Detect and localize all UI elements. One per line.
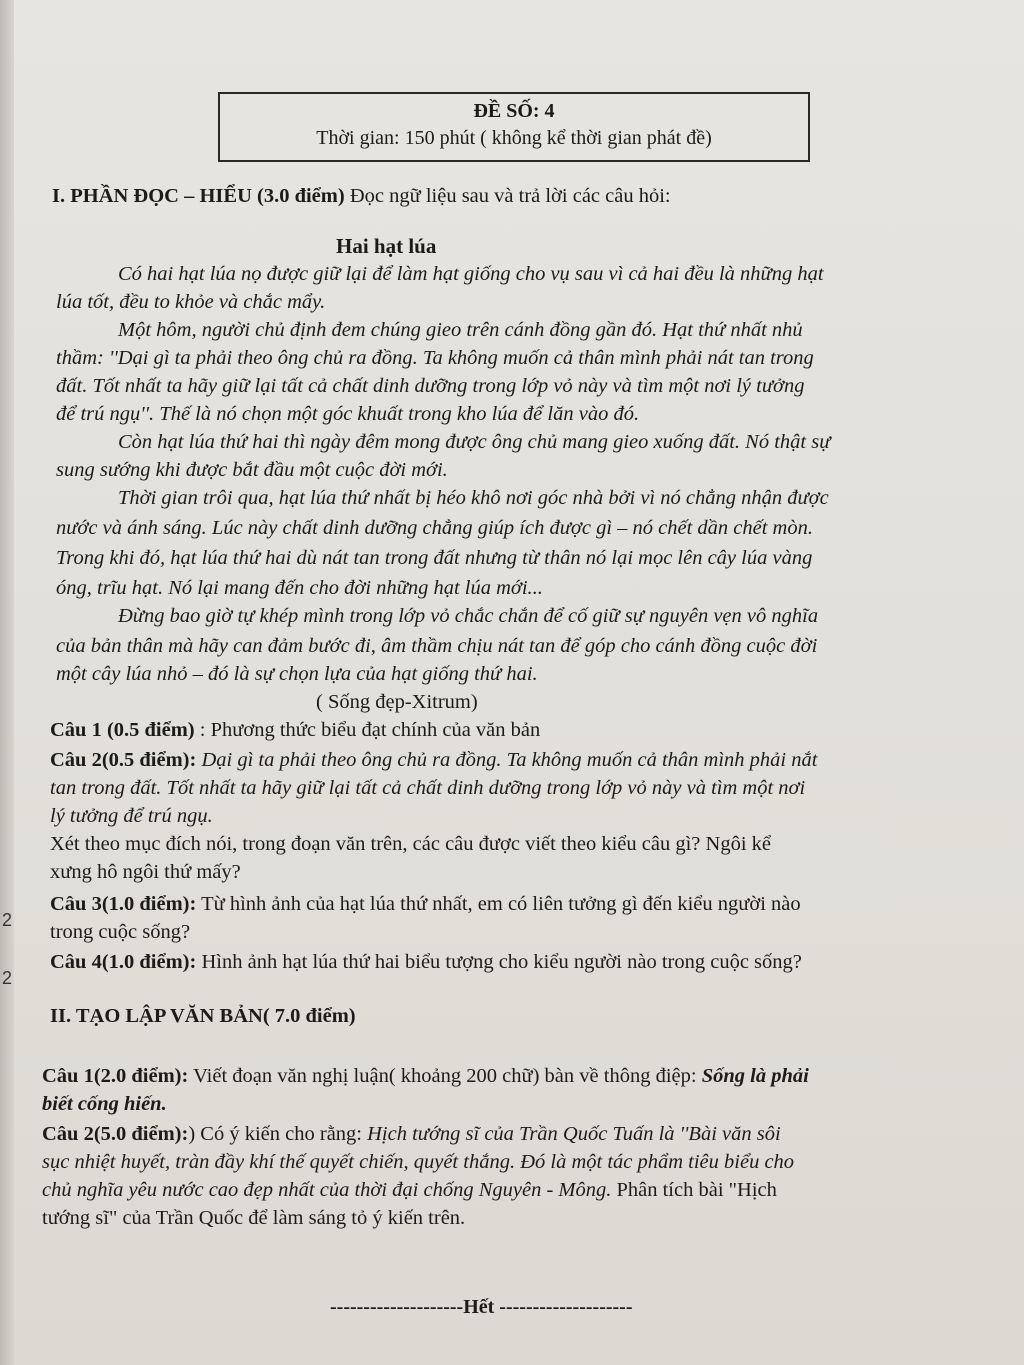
story-line: óng, trĩu hạt. Nó lại mang đến cho đời những hạt lúa mới... <box>56 577 543 599</box>
q4-label: Câu 4(1.0 điểm): <box>50 951 197 973</box>
story-line: đất. Tốt nhất ta hãy giữ lại tất cả chất dinh dưỡng trong lớp vỏ này và tìm một nơi lý tưởng <box>56 375 805 397</box>
s2-q2-text: Phân tích bài "Hịch <box>611 1179 777 1201</box>
q1-text: : Phương thức biểu đạt chính của văn bản <box>194 719 541 741</box>
s2-q2-label: Câu 2(5.0 điểm): <box>42 1123 189 1145</box>
story-source: ( Sống đẹp-Xitrum) <box>316 691 478 713</box>
s2-q2-text: tướng sĩ" của Trần Quốc để làm sáng tỏ ý kiến trên. <box>42 1207 466 1229</box>
question-1 <box>50 720 540 741</box>
section2-title: II. TẠO LẬP VĂN BẢN( 7.0 điểm) <box>50 1005 356 1027</box>
q2-quote: Dại gì ta phải theo ông chủ ra đồng. Ta không muốn cả thân mình phải nắt <box>196 749 818 771</box>
q1-label: Câu 1 (0.5 điểm) <box>50 719 195 741</box>
story-line: Còn hạt lúa thứ hai thì ngày đêm mong được ông chủ mang gieo xuống đất. Nó thật sự <box>118 431 831 453</box>
s2-q1-label: Câu 1(2.0 điểm): <box>42 1065 189 1087</box>
section1-title: I. PHẦN ĐỌC – HIỂU (3.0 điểm) <box>52 185 345 207</box>
q2-quote: lý tưởng để trú ngụ. <box>50 805 213 827</box>
story-line: nước và ánh sáng. Lúc này chất dinh dưỡng chẳng giúp ích được gì – nó chết dần chết mòn. <box>56 517 813 539</box>
s2-q2-quote: sục nhiệt huyết, tràn đầy khí thế quyết chiến, quyết thắng. Đó là một tác phẩm tiêu biểu cho <box>42 1151 795 1173</box>
q2-ask: Xét theo mục đích nói, trong đoạn văn trên, các câu được viết theo kiểu câu gì? Ngôi kể <box>50 833 771 855</box>
s2-q1-text: Viết đoạn văn nghị luận( khoảng 200 chữ) bàn về thông điệp: <box>188 1065 702 1087</box>
q2-ask: xưng hô ngôi thứ mấy? <box>50 861 241 883</box>
question-2 <box>50 750 817 771</box>
story-line: một cây lúa nhỏ – đó là sự chọn lựa của hạt giống thứ hai. <box>56 663 538 685</box>
s2-q2-quote: chủ nghĩa yêu nước cao đẹp nhất của thời đại chống Nguyên - Mông. <box>42 1179 612 1201</box>
q3-text: trong cuộc sống? <box>50 921 191 943</box>
story-line: Có hai hạt lúa nọ được giữ lại để làm hạt giống cho vụ sau vì cả hai đều là những hạt <box>118 263 824 285</box>
story-title: Hai hạt lúa <box>336 234 437 258</box>
story-line: Một hôm, người chủ định đem chúng gieo trên cánh đồng gần đó. Hạt thứ nhất nhủ <box>118 319 803 341</box>
margin-mark: 2 <box>2 910 13 930</box>
s2-q1-quote: biết cống hiến. <box>42 1093 167 1115</box>
exam-time-note: Thời gian: 150 phút ( không kể thời gian phát đề) <box>316 127 712 149</box>
story-line: Trong khi đó, hạt lúa thứ hai dù nát tan trong đất nhưng từ thân nó lại mọc lên cây lúa vàng <box>56 547 813 569</box>
story-line: thầm: ''Dại gì ta phải theo ông chủ ra đồng. Ta không muốn cả thân mình phải nát tan trong <box>56 347 814 369</box>
end-marker: --------------------Hết -------------------- <box>330 1296 633 1318</box>
q2-quote: tan trong đất. Tốt nhất ta hãy giữ lại tất cả chất dinh dưỡng trong lớp vỏ này và tìm một nơi <box>50 777 806 799</box>
section1-instruction: Đọc ngữ liệu sau và trả lời các câu hỏi: <box>349 185 671 207</box>
s2-q1-quote: Sống là phải <box>701 1065 809 1087</box>
section1-heading <box>52 186 671 207</box>
story-line: để trú ngụ''. Thế là nó chọn một góc khuất trong kho lúa để lăn vào đó. <box>56 403 640 425</box>
question-3 <box>50 894 801 915</box>
q2-label: Câu 2(0.5 điểm): <box>50 749 197 771</box>
story-line: Đừng bao giờ tự khép mình trong lớp vỏ chắc chắn để cố giữ sự nguyên vẹn vô nghĩa <box>118 605 819 627</box>
question-4 <box>50 952 802 973</box>
s2-q2-text: ) Có ý kiến cho rằng: <box>188 1123 368 1145</box>
q4-text: Hình ảnh hạt lúa thứ hai biểu tượng cho kiểu người nào trong cuộc sống? <box>196 951 802 973</box>
q3-label: Câu 3(1.0 điểm): <box>50 893 197 915</box>
story-line: lúa tốt, đều to khỏe và chắc mẩy. <box>56 291 326 313</box>
story-line: của bản thân mà hãy can đảm bước đi, âm thầm chịu nát tan để góp cho cánh đồng cuộc đời <box>56 635 818 657</box>
page-left-edge <box>0 0 14 1365</box>
s2-q2-line <box>42 1180 777 1201</box>
story-line: sung sướng khi được bắt đầu một cuộc đời mới. <box>56 459 448 481</box>
exam-header-box <box>218 92 810 162</box>
exam-number: ĐỀ SỐ: 4 <box>473 100 555 122</box>
margin-mark: 2 <box>2 968 13 988</box>
s2-question-1 <box>42 1066 809 1087</box>
q3-text: Từ hình ảnh của hạt lúa thứ nhất, em có liên tưởng gì đến kiểu người nào <box>196 893 801 915</box>
story-line: Thời gian trôi qua, hạt lúa thứ nhất bị héo khô nơi góc nhà bởi vì nó chẳng nhận được <box>118 487 829 509</box>
s2-q2-quote: Hịch tướng sĩ của Trần Quốc Tuấn là ''Bài văn sôi <box>367 1123 781 1145</box>
s2-question-2 <box>42 1124 781 1145</box>
